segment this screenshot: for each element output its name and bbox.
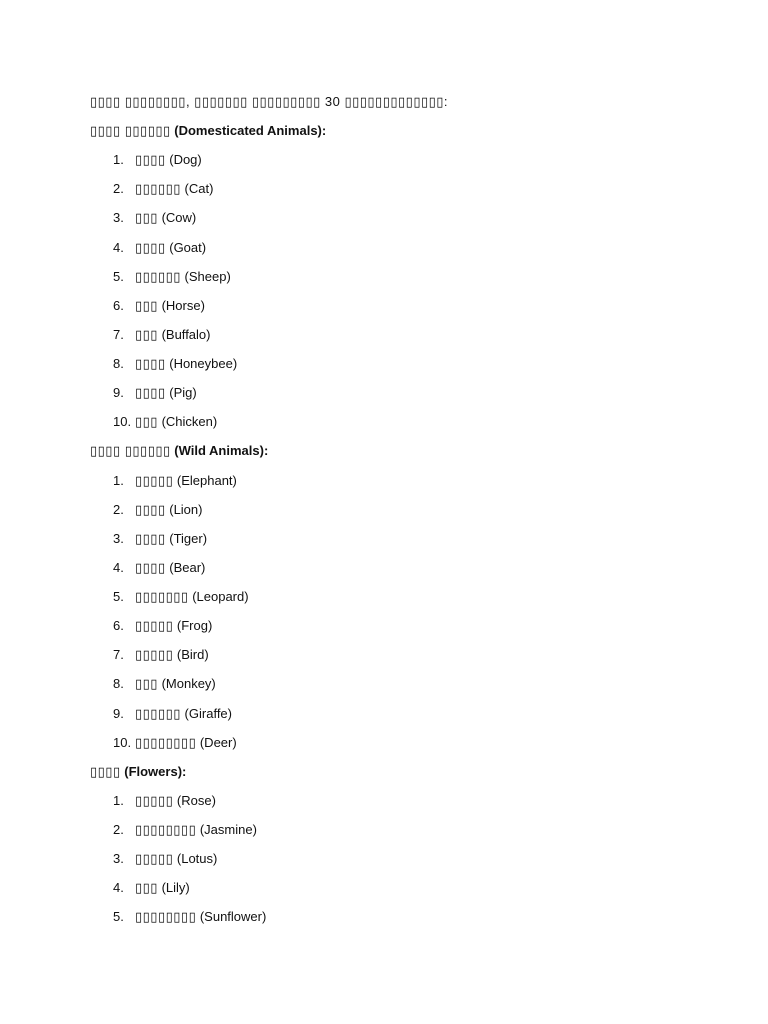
list-item (113, 560, 205, 576)
item-glyphs: ▯▯▯ (135, 210, 158, 225)
list-item (113, 531, 207, 547)
list-number: 2. (113, 181, 124, 196)
item-english: (Frog) (173, 618, 213, 633)
list-item (113, 502, 202, 518)
list-item (113, 181, 213, 197)
list-item (113, 822, 257, 838)
item-glyphs: ▯▯▯▯▯▯▯ (135, 589, 189, 604)
item-english: (Deer) (196, 735, 237, 750)
list-number: 3. (113, 531, 124, 546)
list-item (113, 152, 202, 168)
item-english: (Giraffe) (180, 706, 232, 721)
item-glyphs: ▯▯▯▯▯▯ (135, 181, 181, 196)
item-english: (Chicken) (157, 414, 218, 429)
list-item (113, 240, 206, 256)
list-number: 8. (113, 676, 124, 691)
item-english: (Pig) (165, 385, 197, 400)
item-glyphs: ▯▯▯▯ (135, 531, 166, 546)
item-english: (Sheep) (180, 269, 231, 284)
item-english: (Monkey) (157, 676, 216, 691)
item-glyphs: ▯▯▯▯▯▯▯▯ (135, 735, 197, 750)
list-item (113, 880, 190, 896)
list-item (113, 298, 205, 314)
item-english: (Cow) (157, 210, 197, 225)
list-number: 1. (113, 793, 124, 808)
item-glyphs: ▯▯▯▯ (135, 385, 166, 400)
section-heading-domesticated (90, 123, 326, 139)
heading-glyphs: ▯▯▯▯ ▯▯▯▯▯▯ (90, 443, 171, 458)
item-english: (Sunflower) (196, 909, 267, 924)
list-item (113, 327, 210, 343)
list-item (113, 706, 232, 722)
item-english: (Leopard) (188, 589, 249, 604)
item-glyphs: ▯▯▯▯ (135, 502, 166, 517)
item-english: (Cat) (180, 181, 214, 196)
intro-text (90, 94, 448, 110)
item-english: (Bear) (165, 560, 206, 575)
section-heading-flowers (90, 764, 186, 780)
item-english: (Horse) (157, 298, 205, 313)
item-english: (Tiger) (165, 531, 208, 546)
list-item (113, 851, 217, 867)
list-number: 1. (113, 152, 124, 167)
list-item (113, 676, 216, 692)
list-number: 6. (113, 618, 124, 633)
item-glyphs: ▯▯▯▯ (135, 356, 166, 371)
list-item (113, 735, 237, 751)
item-glyphs: ▯▯▯ (135, 298, 158, 313)
list-number: 4. (113, 880, 124, 895)
heading-glyphs: ▯▯▯▯ ▯▯▯▯▯▯ (90, 123, 171, 138)
item-english: (Rose) (173, 793, 216, 808)
list-number: 4. (113, 240, 124, 255)
list-number: 2. (113, 822, 124, 837)
item-glyphs: ▯▯▯▯▯▯ (135, 706, 181, 721)
list-number: 5. (113, 589, 124, 604)
item-glyphs: ▯▯▯▯▯▯▯▯ (135, 909, 197, 924)
item-english: (Bird) (173, 647, 209, 662)
list-number: 8. (113, 356, 124, 371)
item-glyphs: ▯▯▯ (135, 414, 158, 429)
item-glyphs: ▯▯▯▯ (135, 560, 166, 575)
list-number: 9. (113, 385, 124, 400)
item-glyphs: ▯▯▯ (135, 676, 158, 691)
item-english: (Buffalo) (157, 327, 211, 342)
item-glyphs: ▯▯▯▯▯ (135, 851, 174, 866)
list-number: 7. (113, 647, 124, 662)
item-glyphs: ▯▯▯▯ (135, 240, 166, 255)
list-number: 10. (113, 735, 132, 750)
item-english: (Dog) (165, 152, 202, 167)
item-english: (Goat) (165, 240, 207, 255)
heading-english: (Flowers): (120, 764, 187, 779)
item-english: (Lotus) (173, 851, 218, 866)
list-item (113, 385, 197, 401)
item-glyphs: ▯▯▯▯▯ (135, 473, 174, 488)
heading-english: (Domesticated Animals): (170, 123, 327, 138)
item-glyphs: ▯▯▯▯ (135, 152, 166, 167)
list-number: 1. (113, 473, 124, 488)
list-number: 5. (113, 909, 124, 924)
section-heading-wild (90, 443, 268, 459)
list-number: 7. (113, 327, 124, 342)
item-glyphs: ▯▯▯▯▯ (135, 647, 174, 662)
list-item (113, 909, 266, 925)
list-item (113, 473, 237, 489)
list-number: 6. (113, 298, 124, 313)
item-english: (Elephant) (173, 473, 237, 488)
list-number: 2. (113, 502, 124, 517)
heading-english: (Wild Animals): (170, 443, 269, 458)
item-english: (Jasmine) (196, 822, 257, 837)
item-english: (Lily) (157, 880, 190, 895)
list-number: 4. (113, 560, 124, 575)
item-glyphs: ▯▯▯▯▯ (135, 618, 174, 633)
list-item (113, 414, 217, 430)
list-number: 10. (113, 414, 132, 429)
item-english: (Lion) (165, 502, 203, 517)
heading-glyphs: ▯▯▯▯ (90, 764, 121, 779)
list-item (113, 589, 249, 605)
item-english: (Honeybee) (165, 356, 238, 371)
item-glyphs: ▯▯▯▯▯▯ (135, 269, 181, 284)
item-glyphs: ▯▯▯ (135, 327, 158, 342)
list-item (113, 210, 196, 226)
list-number: 5. (113, 269, 124, 284)
item-glyphs: ▯▯▯▯▯▯▯▯ (135, 822, 197, 837)
item-glyphs: ▯▯▯▯▯ (135, 793, 174, 808)
list-item (113, 269, 231, 285)
list-number: 3. (113, 210, 124, 225)
list-item (113, 618, 212, 634)
list-item (113, 793, 216, 809)
list-item (113, 356, 237, 372)
item-glyphs: ▯▯▯ (135, 880, 158, 895)
list-number: 9. (113, 706, 124, 721)
list-item (113, 647, 209, 663)
list-number: 3. (113, 851, 124, 866)
intro-sentence: ▯▯▯▯ ▯▯▯▯▯▯▯▯, ▯▯▯▯▯▯▯ ▯▯▯▯▯▯▯▯▯ 30 ▯▯▯▯▯▯▯▯▯▯▯▯▯: (90, 94, 449, 109)
